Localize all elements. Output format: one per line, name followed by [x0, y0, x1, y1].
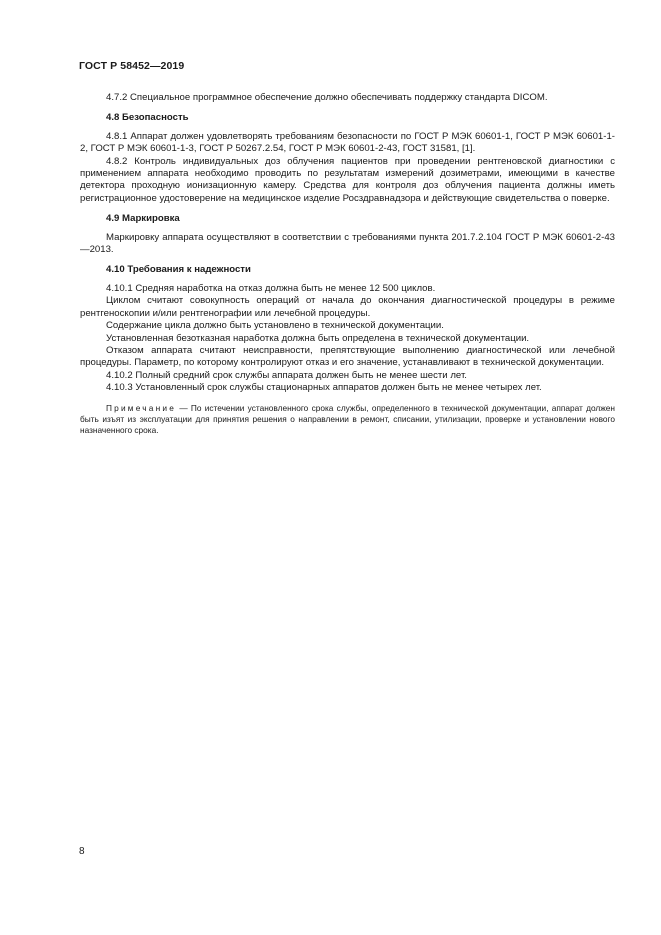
document-code-header: ГОСТ Р 58452—2019 [79, 60, 185, 72]
note-text: — По истечении установленного срока службы, определенного в технической документации, аппарат должен быть изъят из эксплуатации для принятия решения о направлении в ремонт, списании, утилизации, проверке и установлении нового назначенного срока. [80, 402, 615, 435]
paragraph-4-10-1: 4.10.1 Средняя наработка на отказ должна быть не менее 12 500 циклов. [106, 282, 436, 294]
section-heading-4-8: 4.8 Безопасность [106, 112, 189, 124]
paragraph-4-7-2: 4.7.2 Специальное программное обеспечение должно обеспечивать поддержку стандарта DICOM. [106, 92, 548, 103]
paragraph-failure-free-operation: Установленная безотказная наработка должна быть определена в технической документации. [106, 332, 530, 344]
page-number: 8 [79, 846, 85, 857]
note-label: Примечание [106, 402, 177, 413]
section-heading-4-9: 4.9 Маркировка [106, 213, 180, 225]
note-paragraph [80, 403, 615, 436]
paragraph-cycle-definition: Циклом считают совокупность операций от начала до окончания диагностической процедуры в режиме рентгеноскопии и/или рентгенографии или лечебной процедуры. [80, 295, 615, 319]
paragraph-4-10-3: 4.10.3 Установленный срок службы стационарных аппаратов должен быть не менее четырех лет. [106, 382, 542, 394]
paragraph-4-8-2: 4.8.2 Контроль индивидуальных доз облучения пациентов при проведении рентгеновской диагностики с применением аппарата необходимо проводить по результатам измерений дозиметрами, имеющими в качестве детектора проходную ионизационную камеру. Средства для контроля доз облучения пациента должны иметь регистрационное удостоверение на медицинское изделие Росздравнадзора и действующие свидетельства о поверке. [80, 155, 615, 204]
paragraph-cycle-content: Содержание цикла должно быть установлено в технической документации. [106, 320, 444, 332]
document-body [80, 92, 615, 436]
section-heading-4-10: 4.10 Требования к надежности [106, 264, 251, 276]
paragraph-4-8-1: 4.8.1 Аппарат должен удовлетворять требованиям безопасности по ГОСТ Р МЭК 60601-1, ГОСТ Р МЭК 60601-1-2, ГОСТ Р МЭК 60601-1-3, ГОСТ Р 50267.2.54, ГОСТ Р МЭК 60601-2-43, ГОСТ 31581, [1]. [80, 130, 615, 155]
paragraph-4-9: Маркировку аппарата осуществляют в соответствии с требованиями пункта 201.7.2.104 ГОСТ Р МЭК 60601-2-43—2013. [80, 231, 615, 256]
paragraph-failure-definition: Отказом аппарата считают неисправности, препятствующие выполнению диагностической или лечебной процедуры. Параметр, по которому контролируют отказ и его значение, устанавливают в технической документации. [80, 344, 615, 369]
paragraph-4-10-2: 4.10.2 Полный средний срок службы аппарата должен быть не менее шести лет. [106, 369, 467, 381]
